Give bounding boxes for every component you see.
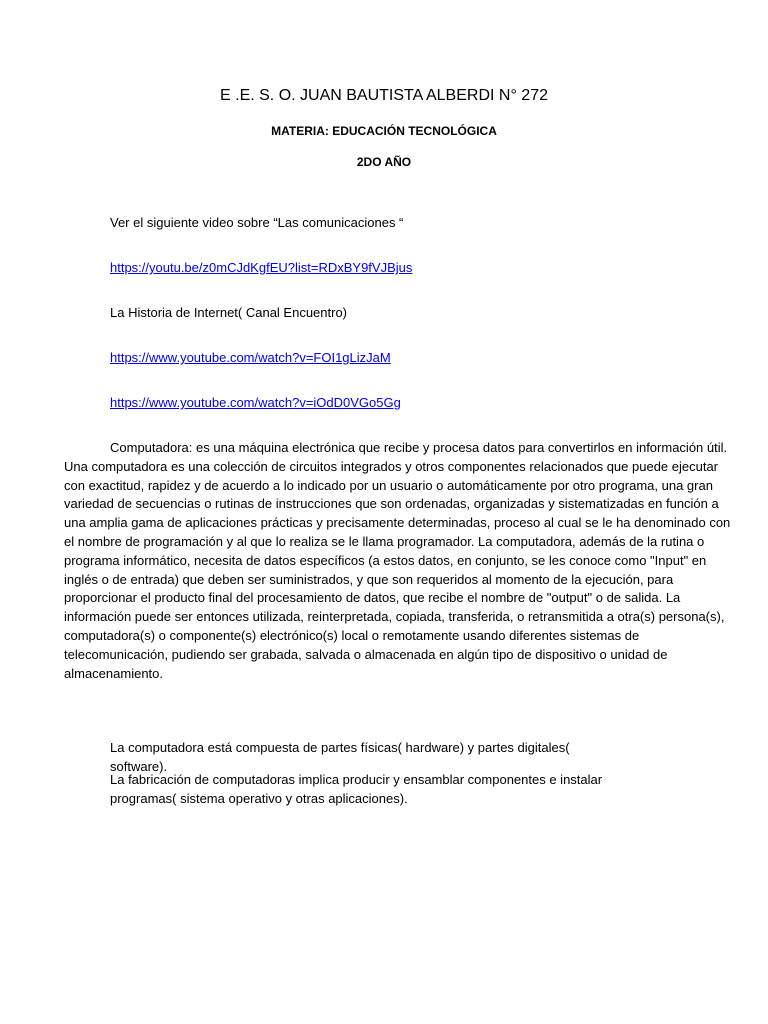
video-link-3[interactable]: https://www.youtube.com/watch?v=iOdD0VGo5Gg bbox=[110, 395, 401, 410]
school-title: E .E. S. O. JUAN BAUTISTA ALBERDI N° 272 bbox=[220, 87, 548, 104]
hardware-software-paragraph: La computadora está compuesta de partes físicas( hardware) y partes digitales( software). bbox=[110, 740, 570, 774]
video-prompt: Ver el siguiente video sobre “Las comunicaciones “ bbox=[110, 215, 404, 230]
manufacturing-paragraph: La fabricación de computadoras implica producir y ensamblar componentes e instalar programas( sistema operativo y otras aplicaciones). bbox=[110, 772, 603, 806]
computer-definition-paragraph: Computadora: es una máquina electrónica que recibe y procesa datos para convertirlos en información útil. Una computadora es una colección de circuitos integrados y otros componentes relacionados que puede ejecutar con exactitud, rapidez y de acuerdo a lo indicado por un usuario o automáticamente por otro programa, una gran variedad de secuencias o rutinas de instrucciones que son ordenadas, organizadas y sistematizadas en función a una amplia gama de aplicaciones prácticas y precisamente determinadas, proceso al cual se le ha denominado con el nombre de programación y al que lo realiza se le llama programador. La computadora, además de la rutina o programa informático, necesita de datos específicos (a estos datos, en conjunto, se les conoce como "Input" en inglés o de entrada) que deben ser suministrados, y que son requeridos al momento de la ejecución, para proporcionar el producto final del procesamiento de datos, que recibe el nombre de "output" o de salida. La información puede ser entonces utilizada, reinterpretada, copiada, transferida, o retransmitida a otra(s) persona(s), computadora(s) o componente(s) electrónico(s) local o remotamente usando diferentes sistemas de telecomunicación, pudiendo ser grabada, salvada o almacenada en algún tipo de dispositivo o unidad de almacenamiento. bbox=[64, 440, 731, 681]
year-heading: 2DO AÑO bbox=[356, 155, 412, 169]
video-link-2[interactable]: https://www.youtube.com/watch?v=FOI1gLizJaM bbox=[110, 350, 391, 365]
video-link-1[interactable]: https://youtu.be/z0mCJdKgfEU?list=RDxBY9fVJBjus bbox=[110, 260, 413, 275]
history-label: La Historia de Internet( Canal Encuentro) bbox=[110, 305, 348, 320]
subject-heading: MATERIA: EDUCACIÓN TECNOLÓGICA bbox=[271, 124, 497, 138]
